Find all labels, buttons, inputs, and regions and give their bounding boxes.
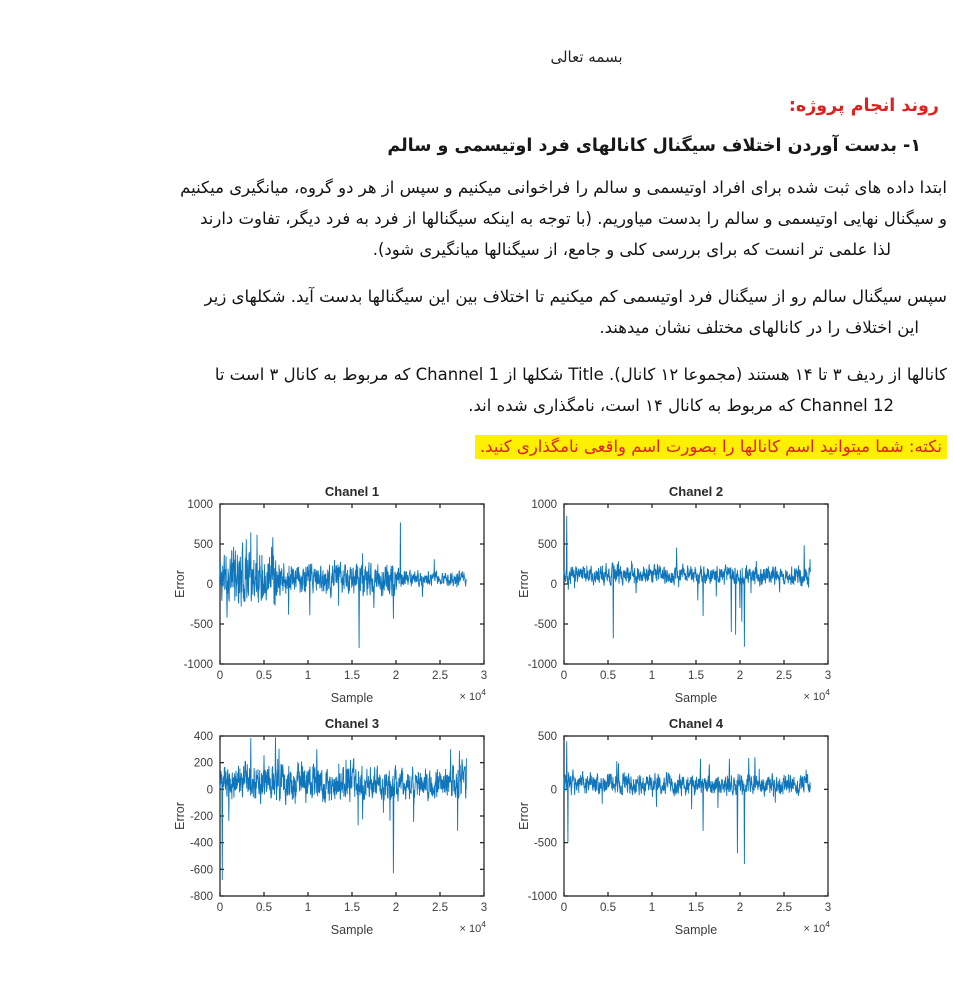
x-tick-label: 2.5: [432, 670, 448, 682]
chart-svg: [516, 480, 838, 704]
paragraph-line: این اختلاف را در کانالهای مختلف نشان میدهند.: [599, 318, 919, 337]
x-tick-label: 2: [736, 902, 744, 914]
x-tick-label: 2.5: [776, 902, 792, 914]
x-tick-label: 1.5: [344, 902, 360, 914]
paragraph-3: [4, 359, 947, 421]
x-tick-label: 0.5: [600, 670, 616, 682]
x-axis-label: Sample: [674, 691, 718, 704]
paragraph-line: و سیگنال نهایی اوتیسمی و سالم را بدست میاوریم. (با توجه به اینکه سیگنالها از فرد به فرد دیگر، تفاوت دارند: [200, 209, 947, 228]
chart-title: Chanel 1: [324, 484, 380, 499]
y-tick-label: 400: [193, 731, 213, 743]
y-axis-label: Error: [173, 802, 187, 830]
y-tick-label: -1000: [527, 891, 557, 903]
x-tick-label: 3: [480, 902, 488, 914]
y-tick-label: 0: [550, 784, 557, 797]
signal-line: [220, 522, 466, 648]
y-tick-label: 200: [193, 757, 213, 770]
y-tick-label: -800: [189, 891, 213, 903]
y-tick-label: 1000: [531, 499, 557, 511]
paragraph-line: Channel 12 که مربوط به کانال ۱۴ است، نامگذاری شده اند.: [468, 396, 894, 415]
paragraph-2: [4, 281, 947, 343]
y-tick-label: 1000: [187, 499, 213, 511]
chart-title: Chanel 2: [668, 484, 724, 499]
x-tick-label: 0.5: [600, 902, 616, 914]
y-tick-label: -600: [189, 864, 213, 877]
x-exponent-label: × $10^4$: [459, 687, 486, 703]
y-tick-label: 0: [206, 784, 213, 797]
plot-box: [564, 736, 828, 896]
paragraph-1: [4, 172, 947, 265]
y-tick-label: 500: [537, 731, 557, 743]
paragraph-line: لذا علمی تر انست که برای بررسی کلی و جامع، از سیگنالها میانگیری شود).: [372, 240, 891, 259]
y-tick-label: 0: [206, 579, 213, 591]
x-exponent-label: × $10^4$: [459, 919, 486, 935]
signal-line: [564, 741, 810, 864]
y-tick-label: -500: [533, 619, 557, 631]
figure-chanel-4: [516, 712, 838, 936]
chart-svg: [172, 480, 494, 704]
x-tick-label: 2.5: [776, 670, 792, 682]
x-tick-label: 1: [648, 902, 656, 914]
x-tick-label: 0.5: [256, 902, 272, 914]
x-axis-label: Sample: [330, 691, 374, 704]
bismillah-text: بسمه تعالی: [550, 48, 623, 66]
x-exponent-label: × $10^4$: [803, 919, 830, 935]
plot-box: [220, 736, 484, 896]
x-tick-label: 1: [648, 670, 656, 682]
x-tick-label: 2: [392, 902, 400, 914]
y-tick-label: 500: [193, 539, 213, 551]
signal-line: [564, 516, 810, 647]
chart-title: Chanel 4: [668, 716, 724, 731]
y-tick-label: 0: [550, 579, 557, 591]
y-tick-label: -1000: [183, 659, 213, 671]
y-tick-label: -400: [189, 837, 213, 850]
section-heading-numbered: ۱- بدست آوردن اختلاف سیگنال کانالهای فرد اوتیسمی و سالم: [387, 136, 921, 156]
x-tick-label: 1: [304, 670, 312, 682]
x-tick-label: 2: [736, 670, 744, 682]
x-axis-label: Sample: [674, 923, 718, 936]
note-row: [4, 433, 947, 460]
x-tick-label: 2: [392, 670, 400, 682]
figures-grid: [172, 480, 947, 936]
x-tick-label: 0: [216, 670, 224, 682]
x-tick-label: 0.5: [256, 670, 272, 682]
y-tick-label: 500: [537, 539, 557, 551]
x-tick-label: 1.5: [344, 670, 360, 682]
paragraph-line: ابتدا داده های ثبت شده برای افراد اوتیسمی و سالم را فراخوانی میکنیم و سپس از هر دو گروه، میانگیری میکنیم: [180, 178, 947, 197]
document-body: [0, 96, 953, 936]
x-tick-label: 0: [216, 902, 224, 914]
figure-chanel-2: [516, 480, 838, 704]
x-tick-label: 0: [560, 670, 568, 682]
y-tick-label: -200: [189, 811, 213, 823]
y-tick-label: -1000: [527, 659, 557, 671]
y-axis-label: Error: [173, 570, 187, 598]
y-axis-label: Error: [517, 570, 531, 598]
paragraph-line: کانالها از ردیف ۳ تا ۱۴ هستند (مجموعا ۱۲ کانال). Title شکلها از Channel 1 که مربوط به کانال ۳ است تا: [214, 365, 947, 384]
x-tick-label: 1.5: [688, 670, 704, 682]
x-axis-label: Sample: [330, 923, 374, 936]
paragraph-line: سپس سیگنال سالم رو از سیگنال فرد اوتیسمی کم میکنیم تا اختلاف بین این سیگنالها بدست آید. شکلهای زیر: [204, 287, 947, 306]
section-heading-red: روند انجام پروژه:: [788, 96, 939, 116]
x-tick-label: 0: [560, 902, 568, 914]
x-tick-label: 3: [824, 670, 832, 682]
x-tick-label: 1: [304, 902, 312, 914]
x-exponent-label: × $10^4$: [803, 687, 830, 703]
highlighted-note: نکته: شما میتوانید اسم کانالها را بصورت اسم واقعی نامگذاری کنید.: [475, 435, 947, 459]
x-tick-label: 3: [824, 902, 832, 914]
chart-svg: [172, 712, 494, 936]
x-tick-label: 3: [480, 670, 488, 682]
signal-line: [220, 737, 466, 880]
x-tick-label: 2.5: [432, 902, 448, 914]
y-tick-label: -500: [189, 619, 213, 631]
figure-chanel-1: [172, 480, 494, 704]
chart-title: Chanel 3: [324, 716, 380, 731]
figure-chanel-3: [172, 712, 494, 936]
x-tick-label: 1.5: [688, 902, 704, 914]
y-tick-label: -500: [533, 837, 557, 850]
y-axis-label: Error: [517, 802, 531, 830]
chart-svg: [516, 712, 838, 936]
